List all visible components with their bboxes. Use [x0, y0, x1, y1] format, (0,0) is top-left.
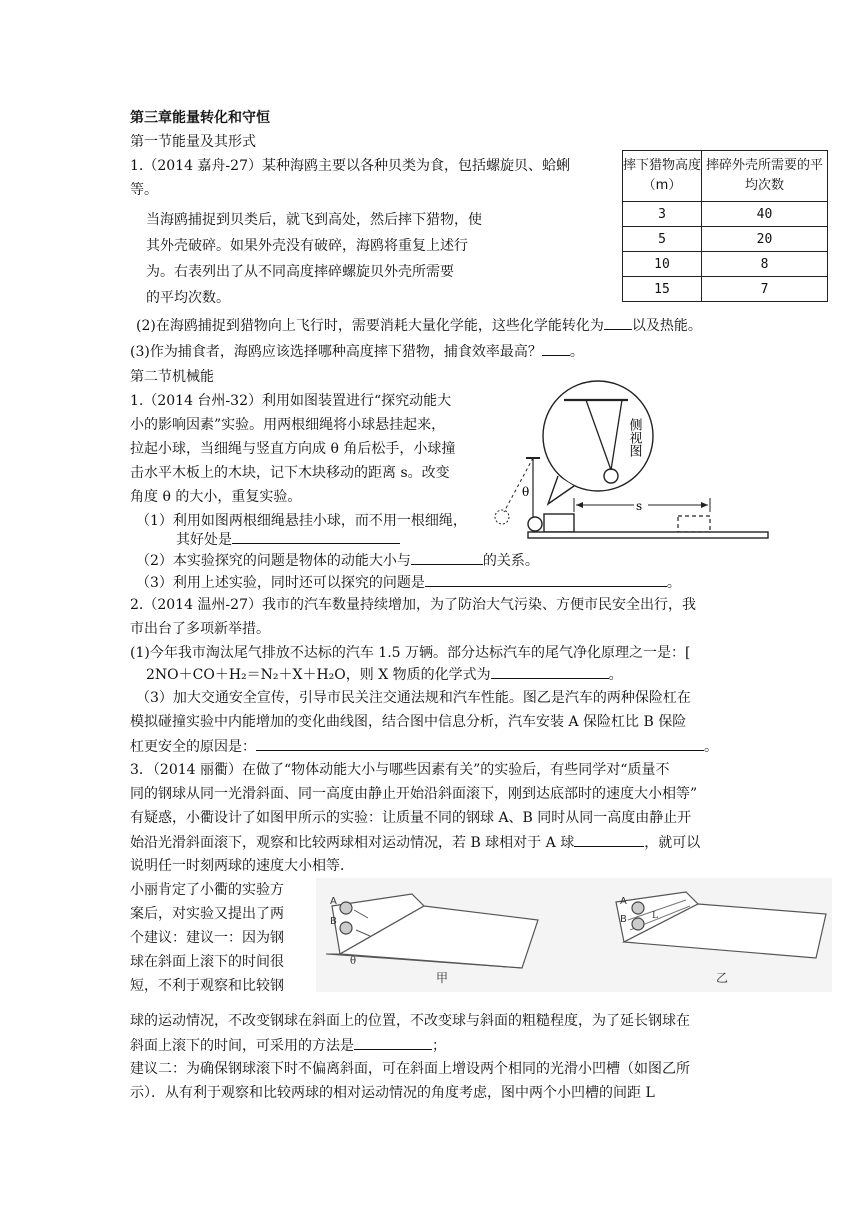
- q4-line2: 同的钢球从同一光滑斜面、同一高度由静止开始沿斜面滚下，刚到达底部时的速度大小相等”: [130, 786, 698, 802]
- ball-b-label: B: [620, 914, 627, 925]
- q2-part1b: 其好处是: [176, 529, 400, 550]
- answer-blank[interactable]: [232, 529, 400, 544]
- q3-equation: 2NO＋CO＋H₂＝N₂＋X＋H₂O，则 X 物质的化学式为 。: [146, 664, 623, 685]
- q3-part3c: 杠更安全的原因是： 。: [130, 736, 718, 757]
- q3-part3a: （3）加大交通安全宣传，引导市民关注交通法规和汽车性能。图乙是汽车的两种保险杠在: [136, 690, 691, 706]
- q1-part2: (2)在海鸥捕捉到猎物向上飞行时，需要消耗大量化学能，这些化学能转化为 以及热能。: [136, 315, 702, 336]
- q4-line14: 示）．从有利于观察和比较两球的相对运动情况的角度考虑，图中两个小凹槽的间距 L: [130, 1085, 655, 1101]
- q4-line3: 有疑惑，小衢设计了如图甲所示的实验：让质量不同的钢球 A、B 同时从同一高度由静止开: [130, 810, 692, 826]
- ball-a-label: A: [330, 896, 337, 907]
- q2-line1: 1.（2014 台州-32）利用如图装置进行“探究动能大: [130, 393, 452, 409]
- table-row: 10 8: [623, 252, 828, 277]
- height-vs-attempts-table: [622, 150, 828, 302]
- q1-line4: 其外壳破碎。如果外壳没有破碎，海鸥将重复上述行: [146, 238, 468, 254]
- q4-line9: 球在斜面上滚下的时间很: [130, 954, 284, 970]
- q3-part3b: 模拟碰撞实验中内能增加的变化曲线图，结合图中信息分析，汽车安装 A 保险杠比 B 保险: [130, 714, 687, 730]
- groove-distance-label: L: [652, 911, 658, 921]
- side-view-label: 侧视图: [626, 418, 642, 457]
- q3-part1: (1)今年我市淘汰尾气排放不达标的汽车 1.5 万辆。部分达标汽车的尾气净化原理之一是：[: [130, 645, 691, 661]
- label-yi: 乙: [716, 971, 729, 985]
- horizontal-board: [528, 532, 768, 538]
- answer-blank[interactable]: [425, 572, 667, 587]
- label-jia: 甲: [436, 971, 449, 985]
- table-header-height: 摔下猎物高度（m）: [623, 151, 702, 202]
- section-title-1: 第一节能量及其形式: [130, 134, 256, 150]
- chapter-title: 第三章能量转化和守恒: [130, 110, 270, 126]
- wooden-block: [544, 514, 574, 532]
- q4-line1: 3．（2014 丽衢）在做了“物体动能大小与哪些因素有关”的实验后，有些同学对“质量不: [130, 762, 670, 778]
- q2-part3: （3）利用上述实验，同时还可以探究的问题是 。: [136, 572, 681, 593]
- q2-part2: （2）本实验探究的问题是物体的动能大小与 的关系。: [136, 550, 539, 571]
- q4-line12: 斜面上滚下的时间，可采用的方法是 ；: [130, 1035, 446, 1056]
- q3-line1: 2.（2014 温州-27）我市的汽车数量持续增加，为了防治大气污染、方便市民安全出行，我: [130, 597, 696, 613]
- q4-line13: 建议二：为确保钢球滚下时不偏离斜面，可在斜面上增设两个相同的光滑小凹槽（如图乙所: [130, 1061, 690, 1077]
- q4-line6: 小丽肯定了小衢的实验方: [130, 882, 284, 898]
- q4-line11: 球的运动情况，不改变钢球在斜面上的位置，不改变球与斜面的粗糙程度，为了延长钢球在: [130, 1013, 690, 1029]
- kinetic-energy-apparatus-figure: [488, 378, 772, 550]
- q1-line1: 1.（2014 嘉舟-27）某种海鸥主要以各种贝类为食，包括螺旋贝、蛤蜊: [130, 158, 570, 174]
- q3-line2: 市出台了多项新举措。: [130, 621, 270, 637]
- table-row: 15 7: [623, 277, 828, 302]
- table-row: 5 20: [623, 227, 828, 252]
- q2-line2: 小的影响因素”实验。用两根细绳将小球悬挂起来，: [130, 417, 446, 433]
- q1-line2: 等。: [130, 182, 158, 198]
- ball-a-label: A: [620, 896, 627, 907]
- q4-line8: 个建议：建议一：因为钢: [130, 930, 284, 946]
- q1-line3: 当海鸥捕捉到贝类后，就飞到高处，然后摔下猎物，使: [146, 212, 482, 228]
- answer-blank[interactable]: [604, 315, 632, 330]
- answer-blank[interactable]: [574, 832, 644, 847]
- answer-blank[interactable]: [354, 1035, 432, 1050]
- q1-line6: 的平均次数。: [146, 290, 230, 306]
- inclined-plane-figure: [316, 878, 832, 992]
- q2-line4: 击水平木板上的木块，记下木块移动的距离 s。改变: [130, 465, 450, 481]
- table-header-attempts: 摔碎外壳所需要的平均次数: [702, 151, 828, 202]
- q2-line3: 拉起小球，当细绳与竖直方向成 θ 角后松手，小球撞: [130, 441, 456, 457]
- section-title-2: 第二节机械能: [130, 369, 214, 385]
- q4-line10: 短，不利于观察和比较钢: [130, 978, 284, 994]
- q4-line4: 始沿光滑斜面滚下，观察和比较两球相对运动情况，若 B 球相对于 A 球 ，就可以: [130, 832, 700, 853]
- q2-part1: （1）利用如图两根细绳悬挂小球，而不用一根细绳，: [136, 513, 467, 529]
- theta-label: θ: [350, 956, 357, 967]
- answer-blank[interactable]: [491, 664, 609, 679]
- answer-blank[interactable]: [256, 736, 704, 751]
- q4-line7: 案后，对实验又提出了两: [130, 906, 284, 922]
- ball-b-label: B: [330, 916, 337, 927]
- table-row: 3 40: [623, 202, 828, 227]
- q4-line5: 说明任一时刻两球的速度大小相等．: [130, 858, 354, 874]
- q1-line5: 为。右表列出了从不同高度摔碎螺旋贝外壳所需要: [146, 264, 454, 280]
- distance-s-label: s: [636, 499, 643, 513]
- answer-blank[interactable]: [542, 341, 570, 356]
- answer-blank[interactable]: [411, 550, 483, 565]
- theta-label: θ: [522, 485, 530, 499]
- q2-line5: 角度 θ 的大小，重复实验。: [130, 489, 302, 505]
- q1-part3: (3)作为捕食者，海鸥应该选择哪种高度摔下猎物，捕食效率最高？ 。: [130, 341, 584, 362]
